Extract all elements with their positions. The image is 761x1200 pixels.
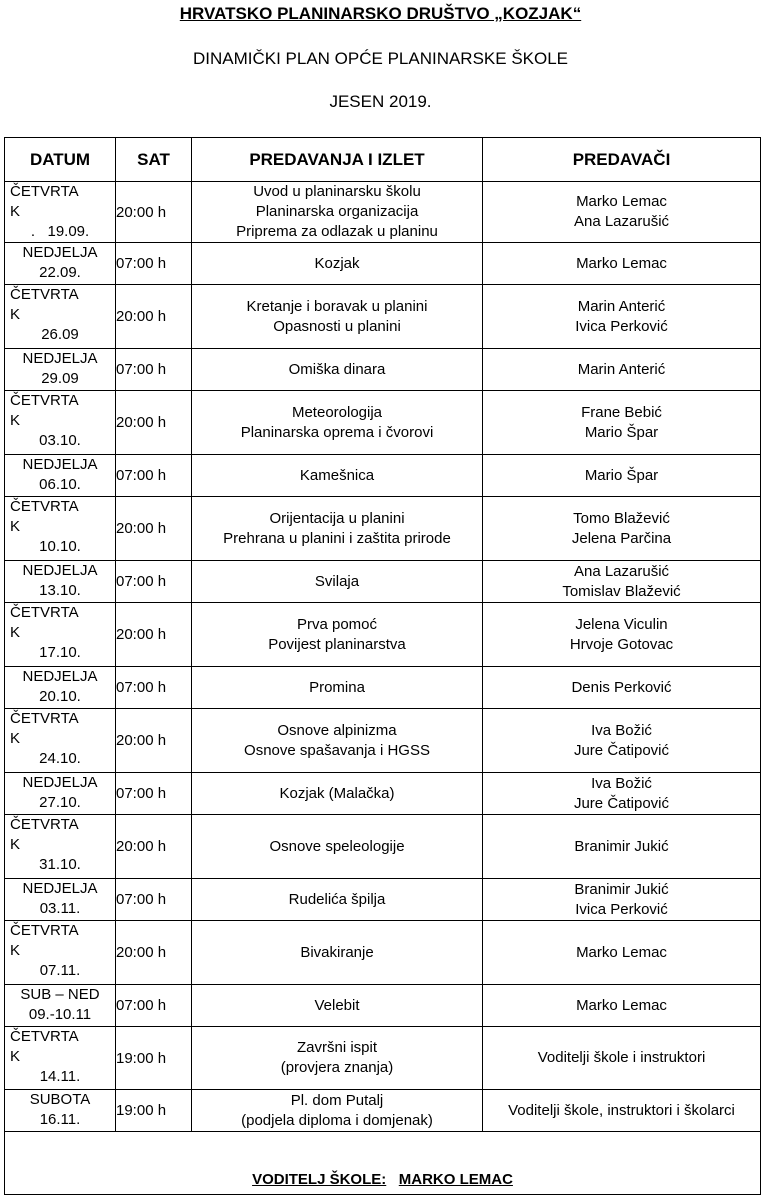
column-header-datum: DATUM xyxy=(5,138,116,182)
weekday: NEDJELJA xyxy=(22,350,98,367)
lecturer-cell xyxy=(483,243,761,285)
topic-line: Priprema za odlazak u planinu xyxy=(236,223,438,240)
date-cell xyxy=(5,815,116,879)
weekday: NEDJELJA xyxy=(22,668,98,685)
weekday: ČETVRTA xyxy=(10,286,79,303)
topic-line: Pl. dom Putalj xyxy=(290,1091,384,1109)
lecturer-cell xyxy=(483,349,761,391)
table-row xyxy=(5,709,761,773)
weekday: NEDJELJA xyxy=(22,244,98,261)
weekday: ČETVRTA xyxy=(10,392,79,409)
topic-line: (provjera znanja) xyxy=(280,1059,394,1076)
table-row xyxy=(5,243,761,285)
date-cell xyxy=(5,1090,116,1132)
date-value: 20.10. xyxy=(39,688,81,705)
table-header-row xyxy=(5,138,761,182)
document-subtitle: DINAMIČKI PLAN OPĆE PLANINARSKE ŠKOLE xyxy=(192,49,569,68)
lecturer-cell xyxy=(483,561,761,603)
topic-line: Promina xyxy=(309,678,365,696)
time-cell: 19:00 h xyxy=(116,1090,192,1132)
weekday: NEDJELJA xyxy=(22,774,98,791)
lecturer-cell xyxy=(483,773,761,815)
table-row xyxy=(5,815,761,879)
lecturer-cell xyxy=(483,455,761,497)
lecturer-name: Voditelji škole, instruktori i školarci xyxy=(508,1101,735,1119)
topic-cell xyxy=(192,391,483,455)
column-header-sat: SAT xyxy=(116,138,192,182)
lecturer-name: Denis Perković xyxy=(571,678,672,696)
lecturer-cell xyxy=(483,709,761,773)
date-value: 06.10. xyxy=(39,476,81,493)
table-row xyxy=(5,182,761,243)
table-row xyxy=(5,455,761,497)
topic-line: Kretanje i boravak u planini xyxy=(246,297,428,315)
lecturer-name: Branimir Jukić xyxy=(574,880,669,898)
lecturer-name: Ivica Perković xyxy=(575,317,668,335)
weekday: K xyxy=(10,1048,21,1065)
lecturer-name: Marin Anterić xyxy=(577,360,666,378)
lecturer-name: Marko Lemac xyxy=(576,254,667,272)
time-cell: 07:00 h xyxy=(116,455,192,497)
table-row xyxy=(5,1027,761,1090)
topic-cell xyxy=(192,921,483,985)
lecturer-name: Mario Špar xyxy=(584,423,659,441)
time-cell: 20:00 h xyxy=(116,921,192,985)
table-row xyxy=(5,921,761,985)
date-cell xyxy=(5,455,116,497)
date-value: 24.10. xyxy=(39,750,81,767)
weekday: K xyxy=(10,730,21,747)
lecturer-name: Frane Bebić xyxy=(581,403,662,421)
lecturer-name: Mario Špar xyxy=(584,466,659,484)
topic-line: Kozjak xyxy=(314,254,360,272)
topic-line: Svilaja xyxy=(314,572,360,590)
lecturer-name: Marko Lemac xyxy=(576,996,667,1014)
topic-line: Kamešnica xyxy=(299,466,375,484)
lecturer-cell xyxy=(483,921,761,985)
lecturer-cell xyxy=(483,182,761,243)
topic-line: Završni ispit xyxy=(296,1039,378,1056)
date-value: 22.09. xyxy=(39,264,81,281)
time-cell: 20:00 h xyxy=(116,182,192,243)
table-row xyxy=(5,603,761,667)
table-row xyxy=(5,349,761,391)
topic-line: Meteorologija xyxy=(291,403,383,421)
weekday: SUB – NED xyxy=(20,986,100,1003)
lecturer-name: Voditelji škole i instruktori xyxy=(537,1049,706,1066)
lecturer-cell xyxy=(483,1027,761,1090)
document-title: HRVATSKO PLANINARSKO DRUŠTVO „KOZJAK“ xyxy=(179,4,582,23)
lecturer-name: Ivica Perković xyxy=(575,900,668,918)
school-leader-name: MARKO LEMAC xyxy=(398,1171,513,1188)
date-value: 10.10. xyxy=(39,538,81,555)
weekday: ČETVRTA xyxy=(10,922,79,939)
date-value: 17.10. xyxy=(39,644,81,661)
lecturer-name: Iva Božić xyxy=(591,721,652,739)
date-cell xyxy=(5,349,116,391)
topic-cell xyxy=(192,349,483,391)
date-cell xyxy=(5,921,116,985)
topic-line: Orijentacija u planini xyxy=(269,509,405,527)
topic-cell xyxy=(192,455,483,497)
document-season: JESEN 2019. xyxy=(329,92,432,111)
weekday: ČETVRTA xyxy=(10,604,79,621)
lecturer-name: Jelena Viculin xyxy=(575,615,668,633)
topic-cell xyxy=(192,985,483,1027)
time-cell: 20:00 h xyxy=(116,285,192,349)
weekday: SUBOTA xyxy=(29,1091,91,1108)
topic-cell xyxy=(192,667,483,709)
lecturer-name: Jure Čatipović xyxy=(573,794,670,812)
table-row xyxy=(5,1090,761,1132)
time-cell: 20:00 h xyxy=(116,497,192,561)
date-value: 26.09 xyxy=(41,326,79,343)
date-cell xyxy=(5,243,116,285)
lecturer-name: Hrvoje Gotovac xyxy=(569,635,674,653)
topic-cell xyxy=(192,1090,483,1132)
weekday: ČETVRTA xyxy=(10,1028,79,1045)
table-row xyxy=(5,985,761,1027)
topic-line: Bivakiranje xyxy=(300,943,374,961)
topic-line: (podjela diploma i domjenak) xyxy=(241,1111,433,1129)
school-leader xyxy=(5,1132,761,1195)
time-cell: 07:00 h xyxy=(116,879,192,921)
weekday: K xyxy=(10,203,21,220)
topic-line: Velebit xyxy=(314,996,360,1014)
topic-cell xyxy=(192,773,483,815)
weekday: K xyxy=(10,518,21,535)
table-row xyxy=(5,879,761,921)
table-row xyxy=(5,497,761,561)
topic-cell xyxy=(192,1027,483,1090)
topic-line: Planinarska organizacija xyxy=(255,203,419,220)
weekday: ČETVRTA xyxy=(10,710,79,727)
table-row xyxy=(5,391,761,455)
weekday: K xyxy=(10,624,21,641)
weekday: ČETVRTA xyxy=(10,498,79,515)
date-value: 09.-10.11 xyxy=(28,1006,92,1023)
time-cell: 19:00 h xyxy=(116,1027,192,1090)
lecturer-cell xyxy=(483,879,761,921)
topic-cell xyxy=(192,497,483,561)
time-cell: 07:00 h xyxy=(116,349,192,391)
date-cell xyxy=(5,497,116,561)
table-row xyxy=(5,773,761,815)
time-cell: 07:00 h xyxy=(116,985,192,1027)
topic-cell xyxy=(192,879,483,921)
weekday: K xyxy=(10,412,21,429)
lecturer-name: Marko Lemac xyxy=(576,943,667,961)
topic-cell xyxy=(192,603,483,667)
date-cell xyxy=(5,285,116,349)
date-cell xyxy=(5,603,116,667)
table-row xyxy=(5,285,761,349)
date-value: 29.09 xyxy=(41,370,79,387)
topic-line: Opasnosti u planini xyxy=(273,317,401,335)
weekday: ČETVRTA xyxy=(10,183,79,200)
weekday: ČETVRTA xyxy=(10,816,79,833)
topic-line: Prva pomoć xyxy=(296,615,378,633)
date-cell xyxy=(5,391,116,455)
time-cell: 20:00 h xyxy=(116,709,192,773)
weekday: K xyxy=(10,306,21,323)
column-header-predavanja: PREDAVANJA I IZLET xyxy=(192,138,483,182)
topic-line: Rudelića špilja xyxy=(288,890,386,908)
lecturer-name: Jelena Parčina xyxy=(571,529,672,547)
table-row xyxy=(5,667,761,709)
date-cell xyxy=(5,773,116,815)
topic-line: Osnove alpinizma xyxy=(277,721,397,739)
table-row xyxy=(5,561,761,603)
lecturer-name: Marin Anterić xyxy=(577,297,666,315)
lecturer-cell xyxy=(483,1090,761,1132)
date-value: 27.10. xyxy=(39,794,81,811)
lecturer-name: Iva Božić xyxy=(591,774,652,792)
lecturer-cell xyxy=(483,985,761,1027)
time-cell: 07:00 h xyxy=(116,243,192,285)
date-value: 16.11. xyxy=(39,1111,81,1128)
topic-cell xyxy=(192,243,483,285)
topic-cell xyxy=(192,285,483,349)
school-leader-label: VODITELJ ŠKOLE: xyxy=(252,1171,387,1188)
column-header-predavaci: PREDAVAČI xyxy=(483,138,761,182)
topic-line: Uvod u planinarsku školu xyxy=(253,183,421,200)
time-cell: 07:00 h xyxy=(116,561,192,603)
time-cell: 20:00 h xyxy=(116,815,192,879)
topic-cell xyxy=(192,561,483,603)
topic-line: Planinarska oprema i čvorovi xyxy=(240,423,434,441)
date-cell xyxy=(5,182,116,243)
time-cell: 20:00 h xyxy=(116,391,192,455)
lecturer-name: Tomislav Blažević xyxy=(562,582,681,600)
topic-line: Prehrana u planini i zaštita prirode xyxy=(223,529,451,547)
lecturer-cell xyxy=(483,603,761,667)
topic-cell xyxy=(192,182,483,243)
weekday: NEDJELJA xyxy=(22,562,98,579)
lecturer-cell xyxy=(483,815,761,879)
date-cell xyxy=(5,709,116,773)
date-cell xyxy=(5,879,116,921)
lecturer-cell xyxy=(483,391,761,455)
date-value: 14.11. xyxy=(39,1068,81,1085)
date-value: 13.10. xyxy=(39,582,81,599)
date-cell xyxy=(5,985,116,1027)
lecturer-cell xyxy=(483,497,761,561)
time-cell: 07:00 h xyxy=(116,773,192,815)
footer-row xyxy=(5,1132,761,1195)
date-value: . 19.09. xyxy=(30,223,90,240)
date-value: 07.11. xyxy=(39,962,81,979)
topic-line: Osnove spašavanja i HGSS xyxy=(244,741,430,759)
topic-line: Povijest planinarstva xyxy=(268,635,406,653)
schedule-table xyxy=(4,137,761,1195)
date-cell xyxy=(5,561,116,603)
time-cell: 07:00 h xyxy=(116,667,192,709)
weekday: K xyxy=(10,942,21,959)
date-value: 03.10. xyxy=(39,432,81,449)
lecturer-name: Branimir Jukić xyxy=(574,837,669,855)
date-cell xyxy=(5,1027,116,1090)
lecturer-name: Ana Lazarušić xyxy=(573,213,670,230)
lecturer-name: Jure Čatipović xyxy=(573,741,670,759)
date-value: 03.11. xyxy=(39,900,81,917)
weekday: K xyxy=(10,836,21,853)
lecturer-cell xyxy=(483,285,761,349)
topic-cell xyxy=(192,815,483,879)
topic-line: Osnove speleologije xyxy=(269,837,405,855)
date-value: 31.10. xyxy=(39,856,81,873)
lecturer-name: Ana Lazarušić xyxy=(573,562,670,580)
topic-cell xyxy=(192,709,483,773)
topic-line: Omiška dinara xyxy=(288,360,386,378)
lecturer-name: Tomo Blažević xyxy=(573,509,670,527)
weekday: NEDJELJA xyxy=(22,456,98,473)
lecturer-cell xyxy=(483,667,761,709)
topic-line: Kozjak (Malačka) xyxy=(279,784,395,802)
lecturer-name: Marko Lemac xyxy=(576,193,667,210)
weekday: NEDJELJA xyxy=(22,880,98,897)
date-cell xyxy=(5,667,116,709)
time-cell: 20:00 h xyxy=(116,603,192,667)
